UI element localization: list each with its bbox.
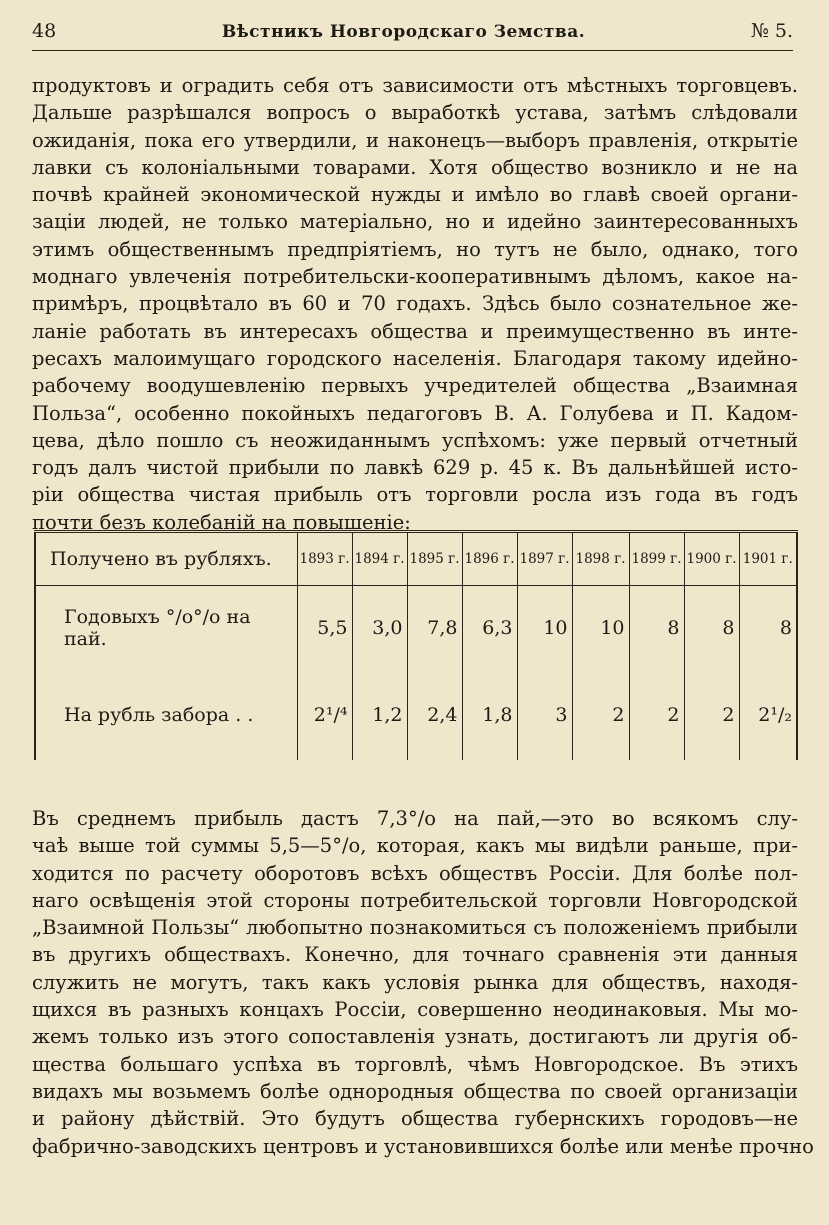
year-header: 1901 г. xyxy=(739,532,797,586)
table-cell: 2¹/₂ xyxy=(739,670,797,760)
table-cell: 2 xyxy=(629,670,684,760)
text-line: ресахъ малоимущаго городского населенія. Благодаря такому идейно- xyxy=(32,346,798,370)
table-cell: 2¹/⁴ xyxy=(297,670,352,760)
text-line: этимъ общественнымъ предпріятіемъ, но тутъ не было, однако, того xyxy=(32,237,798,261)
table-cell: 5,5 xyxy=(297,586,352,671)
text-line: наго освѣщенія этой стороны потребительской торговли Новгородской xyxy=(32,888,798,912)
text-line: видахъ мы возьмемъ болѣе однородныя общества по своей организаціи xyxy=(32,1079,798,1103)
year-header: 1895 г. xyxy=(407,532,462,586)
text-line: жемъ только изъ этого сопоставленія узнать, достигаютъ ли другія об- xyxy=(32,1025,798,1049)
table-cell: 2 xyxy=(684,670,739,760)
year-header: 1894 г. xyxy=(352,532,407,586)
year-header: 1898 г. xyxy=(572,532,629,586)
year-header: 1893 г. xyxy=(297,532,352,586)
year-header: 1899 г. xyxy=(629,532,684,586)
text-line: почти безъ колебаній на повышеніе: xyxy=(32,510,411,534)
text-line: ожиданія, пока его утвердили, и наконецъ—выборъ правленія, открытіе xyxy=(32,128,798,152)
text-line: „Взаимной Пользы“ любопытно познакомиться съ положеніемъ прибыли xyxy=(32,916,798,940)
table-cell: 8 xyxy=(739,586,797,671)
table-cell: 2,4 xyxy=(407,670,462,760)
text-line: фабрично-заводскихъ центровъ и установившихся болѣе или менѣе прочно xyxy=(32,1134,814,1158)
table-row-share-percent xyxy=(35,586,797,671)
table-cell: 8 xyxy=(684,586,739,671)
text-line: въ другихъ обществахъ. Конечно, для точнаго сравненія эти данныя xyxy=(32,943,798,967)
text-line: ходится по расчету оборотовъ всѣхъ обществъ Россіи. Для болѣе пол- xyxy=(32,861,798,885)
row-label: На рубль забора . . xyxy=(35,670,297,760)
text-line: почвѣ крайней экономической нужды и имѣло во главѣ своей органи- xyxy=(32,183,798,207)
text-line: служить не могутъ, такъ какъ условія рынка для обществъ, находя- xyxy=(32,970,798,994)
text-line: щихся въ разныхъ концахъ Россіи, совершенно неодинаковыя. Мы мо- xyxy=(32,998,798,1022)
table-cell: 1,2 xyxy=(352,670,407,760)
table-cell: 10 xyxy=(572,586,629,671)
profit-table-container xyxy=(34,530,796,760)
text-line: Въ среднемъ прибыль дастъ 7,3°/о на пай,—это во всякомъ слу- xyxy=(32,807,798,830)
paragraph-top xyxy=(32,72,798,536)
journal-title: Вѣстникъ Новгородскаго Земства. xyxy=(221,22,586,42)
year-header: 1900 г. xyxy=(684,532,739,586)
table-cell: 1,8 xyxy=(462,670,517,760)
table-header-row xyxy=(35,532,797,586)
table-cell: 10 xyxy=(517,586,572,671)
text-line: моднаго увлеченія потребительски-кооперативнымъ дѣломъ, какое на- xyxy=(32,265,798,289)
profit-table xyxy=(34,530,798,760)
table-row-per-ruble xyxy=(35,670,797,760)
text-line: цева, дѣло пошло съ неожиданнымъ успѣхомъ: уже первый отчетный xyxy=(32,428,798,452)
table-header-label: Получено въ рубляхъ. xyxy=(35,532,297,586)
year-header: 1896 г. xyxy=(462,532,517,586)
issue-number: № 5. xyxy=(750,20,793,42)
text-line: чаѣ выше той суммы 5,5—5°/о, которая, какъ мы видѣли раньше, при- xyxy=(32,834,798,858)
text-line: ріи общества чистая прибыль отъ торговли росла изъ года въ годъ xyxy=(32,483,798,507)
table-cell: 2 xyxy=(572,670,629,760)
year-header: 1897 г. xyxy=(517,532,572,586)
paragraph-bottom xyxy=(32,805,814,1160)
page-number: 48 xyxy=(32,20,57,42)
row-label: Годовыхъ °/о°/о на пай. xyxy=(35,586,297,671)
text-line: Польза“, особенно покойныхъ педагоговъ В. А. Голубева и П. Кадом- xyxy=(32,401,798,425)
text-line: годъ далъ чистой прибыли по лавкѣ 629 р. 45 к. Въ дальнѣйшей исто- xyxy=(32,456,798,480)
text-line: рабочему воодушевленію первыхъ учредителей общества „Взаимная xyxy=(32,374,798,398)
text-line: продуктовъ и оградить себя отъ зависимости отъ мѣстныхъ торговцевъ. xyxy=(32,74,798,97)
table-cell: 8 xyxy=(629,586,684,671)
text-line: примѣръ, процвѣтало въ 60 и 70 годахъ. Здѣсь было сознательное же- xyxy=(32,292,798,316)
header-rule xyxy=(32,50,793,51)
table-cell: 3 xyxy=(517,670,572,760)
text-line: заціи людей, не только матеріально, но и идейно заинтересованныхъ xyxy=(32,210,798,234)
text-line: ланіе работать въ интересахъ общества и преимущественно въ инте- xyxy=(32,319,798,343)
running-header xyxy=(32,20,793,48)
table-cell: 3,0 xyxy=(352,586,407,671)
text-line: Дальше разрѣшался вопросъ о выработкѣ устава, затѣмъ слѣдовали xyxy=(32,101,798,125)
text-line: лавки съ колоніальными товарами. Хотя общество возникло и не на xyxy=(32,155,798,179)
text-line: и району дѣйствій. Это будутъ общества губернскихъ городовъ—не xyxy=(32,1107,798,1131)
table-cell: 6,3 xyxy=(462,586,517,671)
text-line: щества большаго успѣха въ торговлѣ, чѣмъ Новгородское. Въ этихъ xyxy=(32,1052,798,1076)
table-cell: 7,8 xyxy=(407,586,462,671)
